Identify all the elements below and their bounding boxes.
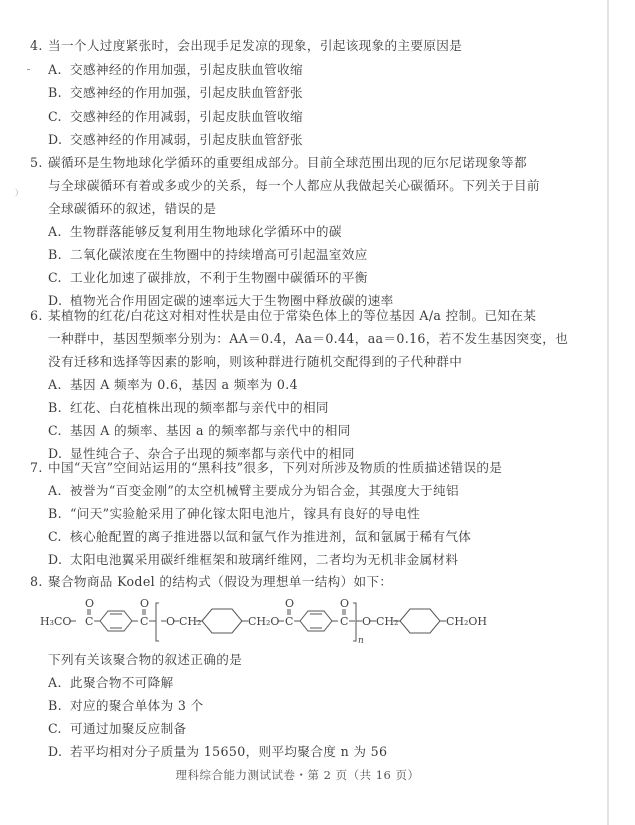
formula-oxygen: O	[166, 615, 176, 628]
formula-carbon: C	[85, 615, 94, 628]
stem-text: 下列有关该聚合物的叙述正确的是	[48, 652, 243, 667]
stem-text: 中国“天宫”空间站运用的“黑科技”很多，下列对所涉及物质的性质描述错误的是	[48, 460, 503, 475]
option-label: A.	[48, 224, 62, 239]
option-text: 工业化加速了碳排放，不利于生物圈中碳循环的平衡	[70, 270, 368, 285]
option-label: C.	[48, 109, 62, 124]
option-text: 此聚合物不可降解	[70, 675, 174, 690]
stem-text: 某植物的红花/白花这对相对性状是由位于常染色体上的等位基因 A/a 控制。已知在某	[48, 308, 537, 323]
option-text: 交感神经的作用减弱，引起皮肤血管舒张	[70, 132, 303, 147]
question-number: 5.	[30, 155, 43, 170]
structural-formula-diagram	[40, 595, 510, 645]
option-label: D.	[48, 552, 63, 567]
option-label: A.	[48, 483, 62, 498]
option-label: C.	[48, 423, 62, 438]
scan-artifact-dot	[27, 69, 30, 70]
stem-text: 一种群中，基因型频率分别为：AA＝0.4，Aa＝0.44，aa＝0.16，若不发生基因突变，也	[48, 331, 569, 346]
option-label: D.	[48, 744, 63, 759]
option-text: 植物光合作用固定碳的速率远大于生物圈中释放碳的速率	[70, 293, 394, 308]
option-label: B.	[48, 400, 62, 415]
option-label: D.	[48, 132, 63, 147]
formula-carbon: C	[140, 615, 149, 628]
option-text: 交感神经的作用加强，引起皮肤血管收缩	[70, 62, 303, 77]
stem-text: 全球碳循环的叙述，错误的是	[48, 201, 217, 216]
option-label: C.	[48, 529, 62, 544]
formula-ch2o: CH₂O	[248, 615, 280, 628]
option-label: A.	[48, 62, 62, 77]
option-text: 基因 A 频率为 0.6，基因 a 频率为 0.4	[70, 377, 298, 392]
stem-text: 没有迁移和选择等因素的影响，则该种群进行随机交配得到的子代种群中	[48, 354, 463, 369]
option-label: B.	[48, 247, 62, 262]
formula-carbonyl-o: O	[85, 597, 95, 610]
formula-carbonyl-o: O	[340, 597, 350, 610]
scan-artifact	[12, 188, 18, 197]
formula-carbonyl-o: O	[140, 597, 150, 610]
formula-carbon: C	[340, 615, 349, 628]
option-text: 二氧化碳浓度在生物圈中的持续增高可引起温室效应	[70, 247, 368, 262]
formula-subscript-n: n	[358, 636, 364, 645]
question-number: 7.	[30, 460, 43, 475]
option-text: 交感神经的作用加强，引起皮肤血管舒张	[70, 85, 303, 100]
kodel-structural-formula	[40, 595, 510, 645]
option-label: B.	[48, 506, 62, 521]
option-label: D.	[48, 446, 63, 461]
option-text: 核心舱配置的离子推进器以氙和氩气作为推进剂，氙和氩属于稀有气体	[70, 529, 472, 544]
option-text: 太阳电池翼采用碳纤维框架和玻璃纤维网，二者均为无机非金属材料	[70, 552, 459, 567]
formula-end-group: CH₂OH	[446, 615, 488, 628]
option-text: 红花、白花植株出现的频率都与亲代中的相同	[70, 400, 329, 415]
option-text: 交感神经的作用减弱，引起皮肤血管收缩	[70, 109, 303, 124]
stem-text: 碳循环是生物地球化学循环的重要组成部分。目前全球范围出现的厄尔尼诺现象等都	[48, 155, 527, 170]
option-text: 生物群落能够反复利用生物地球化学循环中的碳	[70, 224, 342, 239]
option-text: 对应的聚合单体为 3 个	[70, 698, 204, 713]
option-label: A.	[48, 675, 62, 690]
stem-text: 与全球碳循环有着或多或少的关系，每一个人都应从我做起关心碳循环。下列关于目前	[48, 178, 540, 193]
formula-left-group: H₃CO	[40, 615, 72, 628]
option-label: B.	[48, 85, 62, 100]
option-text: 可通过加聚反应制备	[70, 721, 187, 736]
option-text: 显性纯合子、杂合子出现的频率都与亲代中的相同	[70, 446, 355, 461]
option-text: 若平均相对分子质量为 15650，则平均聚合度 n 为 56	[70, 744, 388, 759]
formula-carbonyl-o: O	[285, 597, 295, 610]
formula-ch2: CH₂	[376, 615, 399, 628]
option-label: C.	[48, 721, 62, 736]
stem-text: 当一个人过度紧张时，会出现手足发凉的现象，引起该现象的主要原因是	[48, 38, 463, 53]
option-text: 基因 A 的频率、基因 a 的频率都与亲代中的相同	[70, 423, 351, 438]
option-label: B.	[48, 698, 62, 713]
question-number: 8.	[30, 574, 43, 589]
option-label: D.	[48, 293, 63, 308]
page-edge-line	[607, 0, 609, 825]
option-label: C.	[48, 270, 62, 285]
formula-carbon: C	[285, 615, 294, 628]
option-text: “问天”实验舱采用了砷化镓太阳电池片，镓具有良好的导电性	[70, 506, 421, 521]
option-text: 被誉为“百变金刚”的太空机械臂主要成分为铝合金，其强度大于纯铝	[70, 483, 459, 498]
formula-ch2: CH₂	[179, 615, 202, 628]
stem-text: 聚合物商品 Kodel 的结构式（假设为理想单一结构）如下：	[48, 574, 393, 589]
question-number: 6.	[30, 308, 43, 323]
formula-oxygen: O	[362, 615, 372, 628]
page-footer: 理科综合能力测试试卷・第 2 页（共 16 页）	[175, 768, 420, 782]
option-label: A.	[48, 377, 62, 392]
question-number: 4.	[30, 38, 43, 53]
